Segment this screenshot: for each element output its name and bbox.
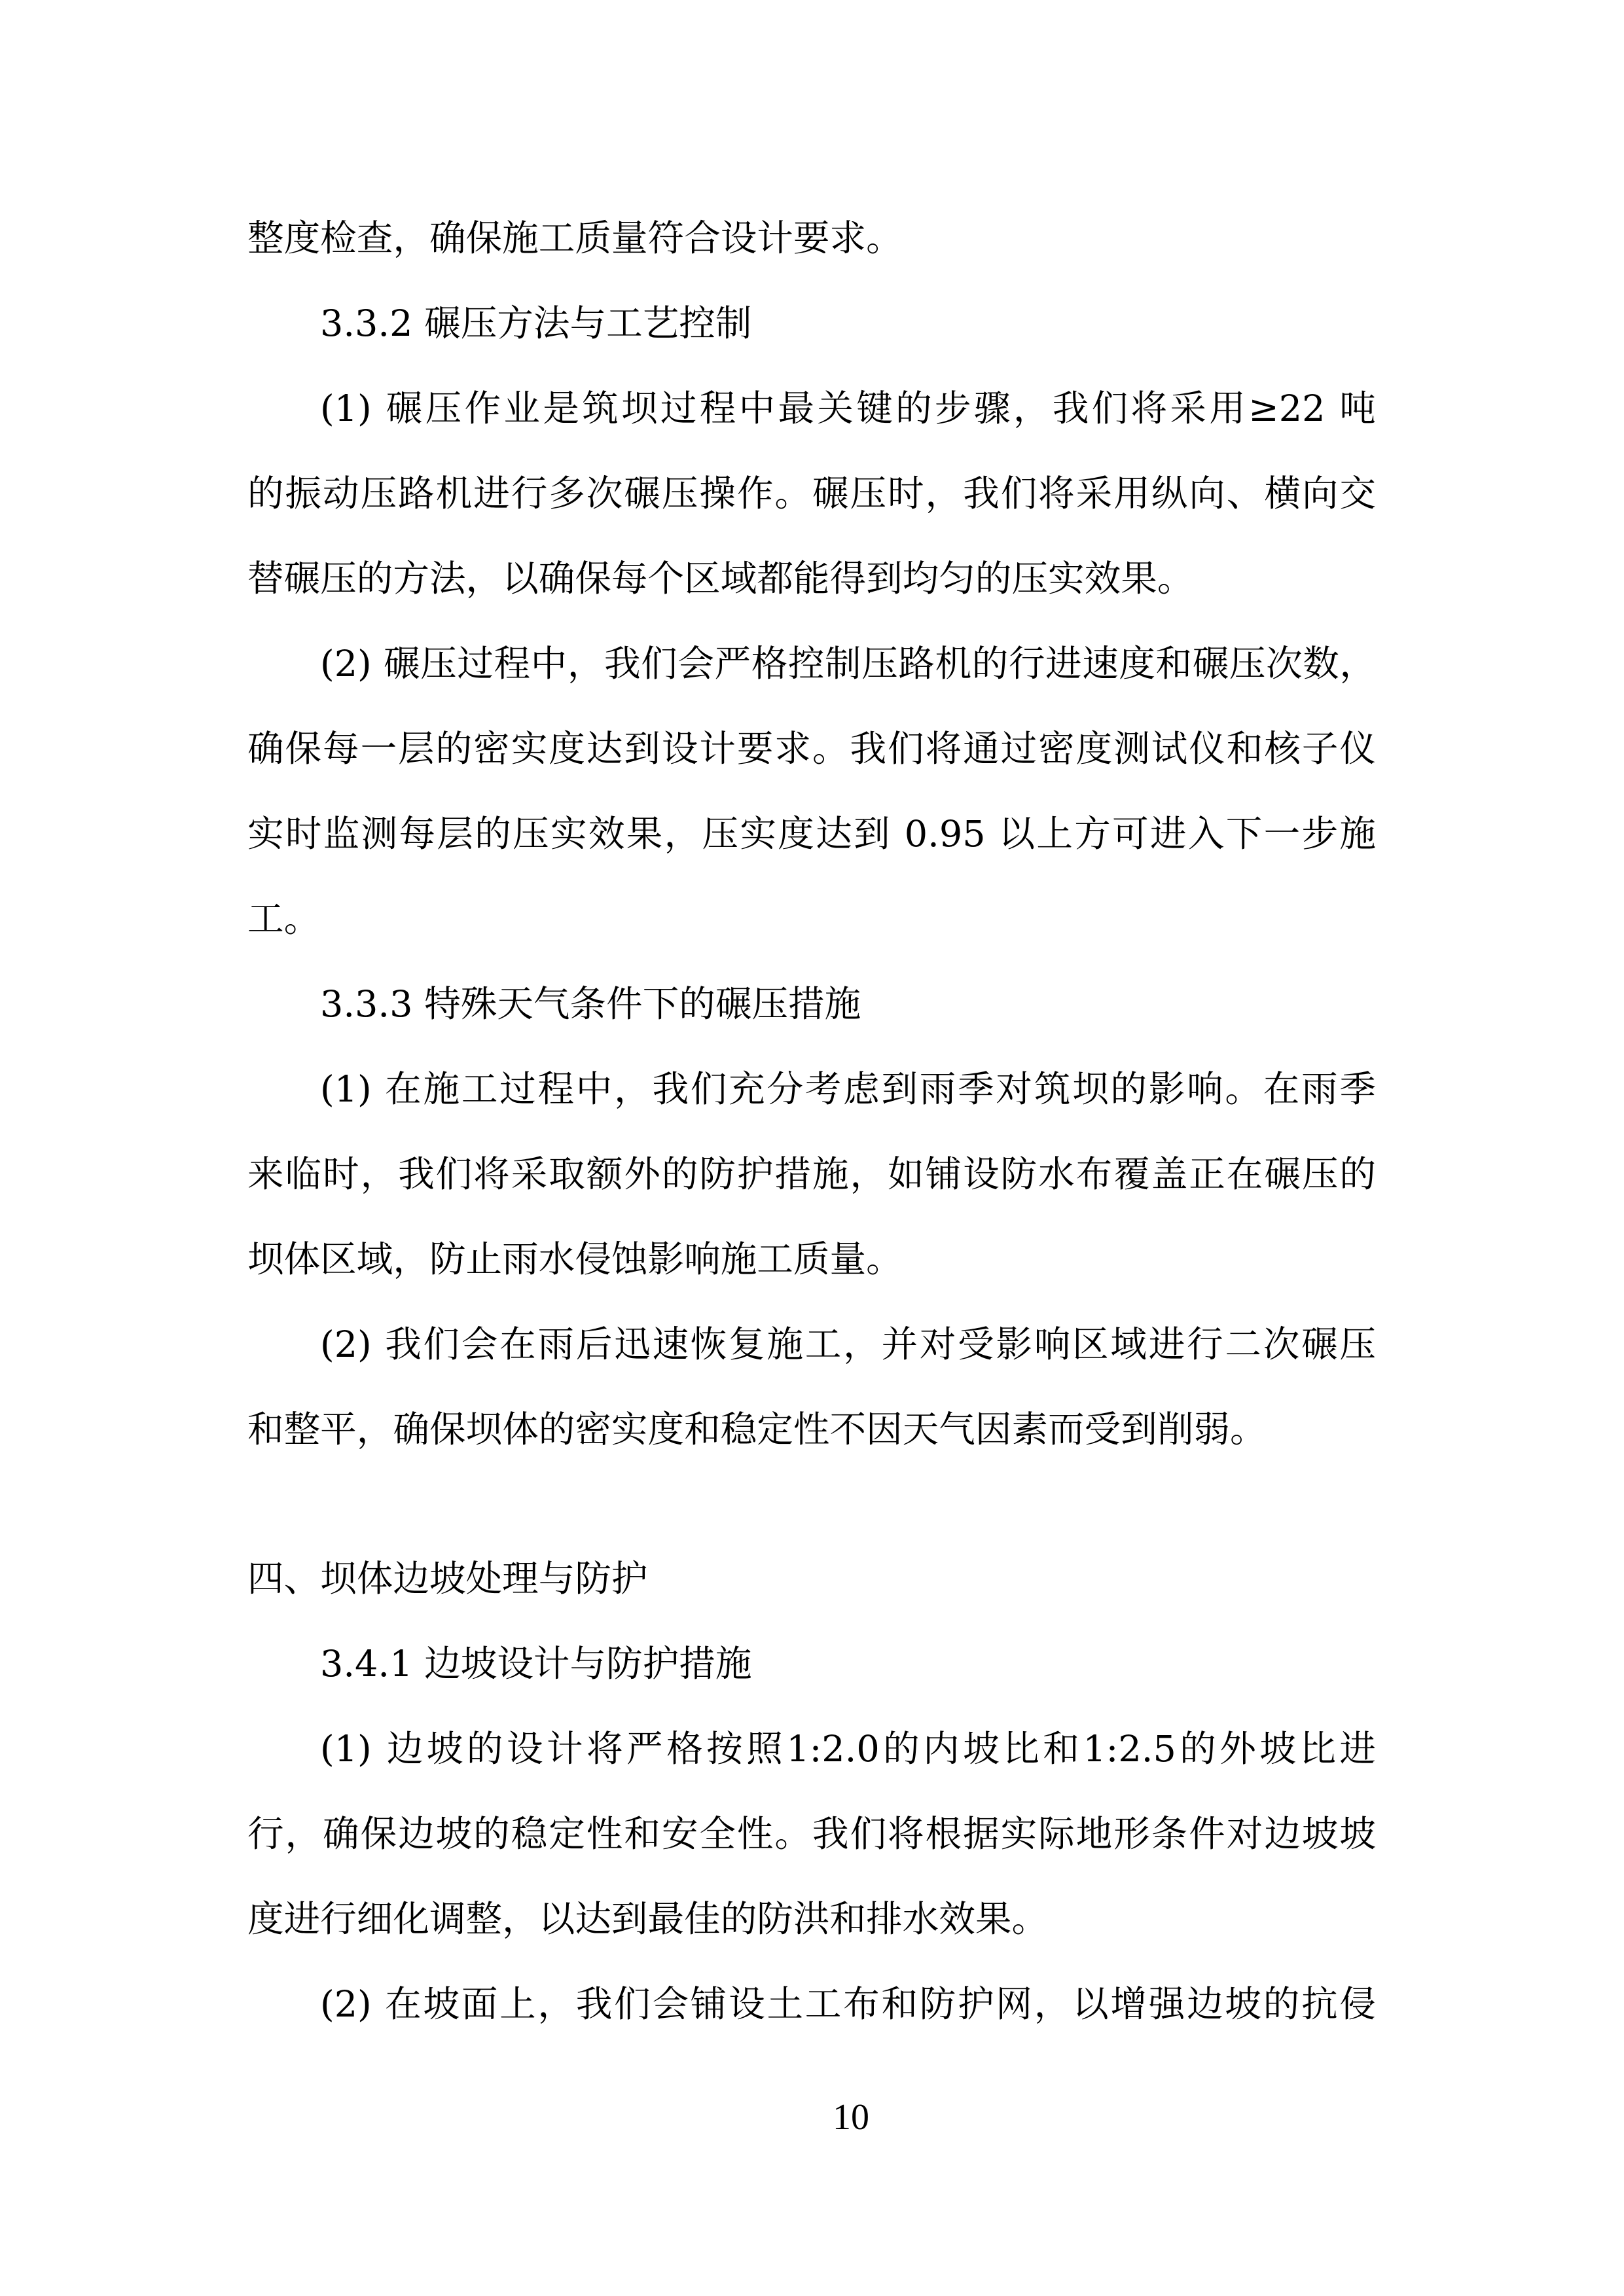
paragraph-line: 坝体区域，防止雨水侵蚀影响施工质量。 — [247, 1238, 903, 1281]
section-heading-3-3-3: 3.3.3 特殊天气条件下的碾压措施 — [320, 983, 861, 1026]
paragraph-line: 工。 — [247, 898, 321, 941]
paragraph-line: 来临时，我们将采取额外的防护措施，如铺设防水布覆盖正在碾压的 — [247, 1153, 1376, 1196]
paragraph-line: 整度检查，确保施工质量符合设计要求。 — [247, 217, 903, 260]
paragraph-line: 的振动压路机进行多次碾压操作。碾压时，我们将采用纵向、横向交 — [247, 473, 1376, 515]
paragraph-line: (1) 边坡的设计将严格按照1:2.0的内坡比和1:2.5的外坡比进 — [320, 1728, 1376, 1770]
paragraph-line: (2) 碾压过程中，我们会严格控制压路机的行进速度和碾压次数， — [320, 643, 1376, 685]
paragraph-line: (2) 在坡面上，我们会铺设土工布和防护网，以增强边坡的抗侵 — [320, 1983, 1376, 2026]
paragraph-line: (1) 碾压作业是筑坝过程中最关键的步骤，我们将采用≥22 吨 — [320, 387, 1376, 430]
page-number: 10 — [833, 2097, 869, 2138]
paragraph-line: (1) 在施工过程中，我们充分考虑到雨季对筑坝的影响。在雨季 — [320, 1068, 1376, 1111]
paragraph-line: (2) 我们会在雨后迅速恢复施工，并对受影响区域进行二次碾压 — [320, 1323, 1376, 1366]
paragraph-line: 和整平，确保坝体的密实度和稳定性不因天气因素而受到削弱。 — [247, 1408, 1267, 1451]
section-heading-3-3-2: 3.3.2 碾压方法与工艺控制 — [320, 302, 752, 345]
paragraph-line: 度进行细化调整，以达到最佳的防洪和排水效果。 — [247, 1898, 1049, 1941]
paragraph-line: 替碾压的方法，以确保每个区域都能得到均匀的压实效果。 — [247, 558, 1194, 600]
paragraph-line: 确保每一层的密实度达到设计要求。我们将通过密度测试仪和核子仪 — [247, 728, 1376, 770]
chapter-heading-4: 四、坝体边坡处理与防护 — [247, 1558, 648, 1600]
paragraph-line: 实时监测每层的压实效果，压实度达到 0.95 以上方可进入下一步施 — [247, 813, 1376, 855]
section-heading-3-4-1: 3.4.1 边坡设计与防护措施 — [320, 1643, 752, 1685]
paragraph-line: 行，确保边坡的稳定性和安全性。我们将根据实际地形条件对边坡坡 — [247, 1813, 1376, 1856]
